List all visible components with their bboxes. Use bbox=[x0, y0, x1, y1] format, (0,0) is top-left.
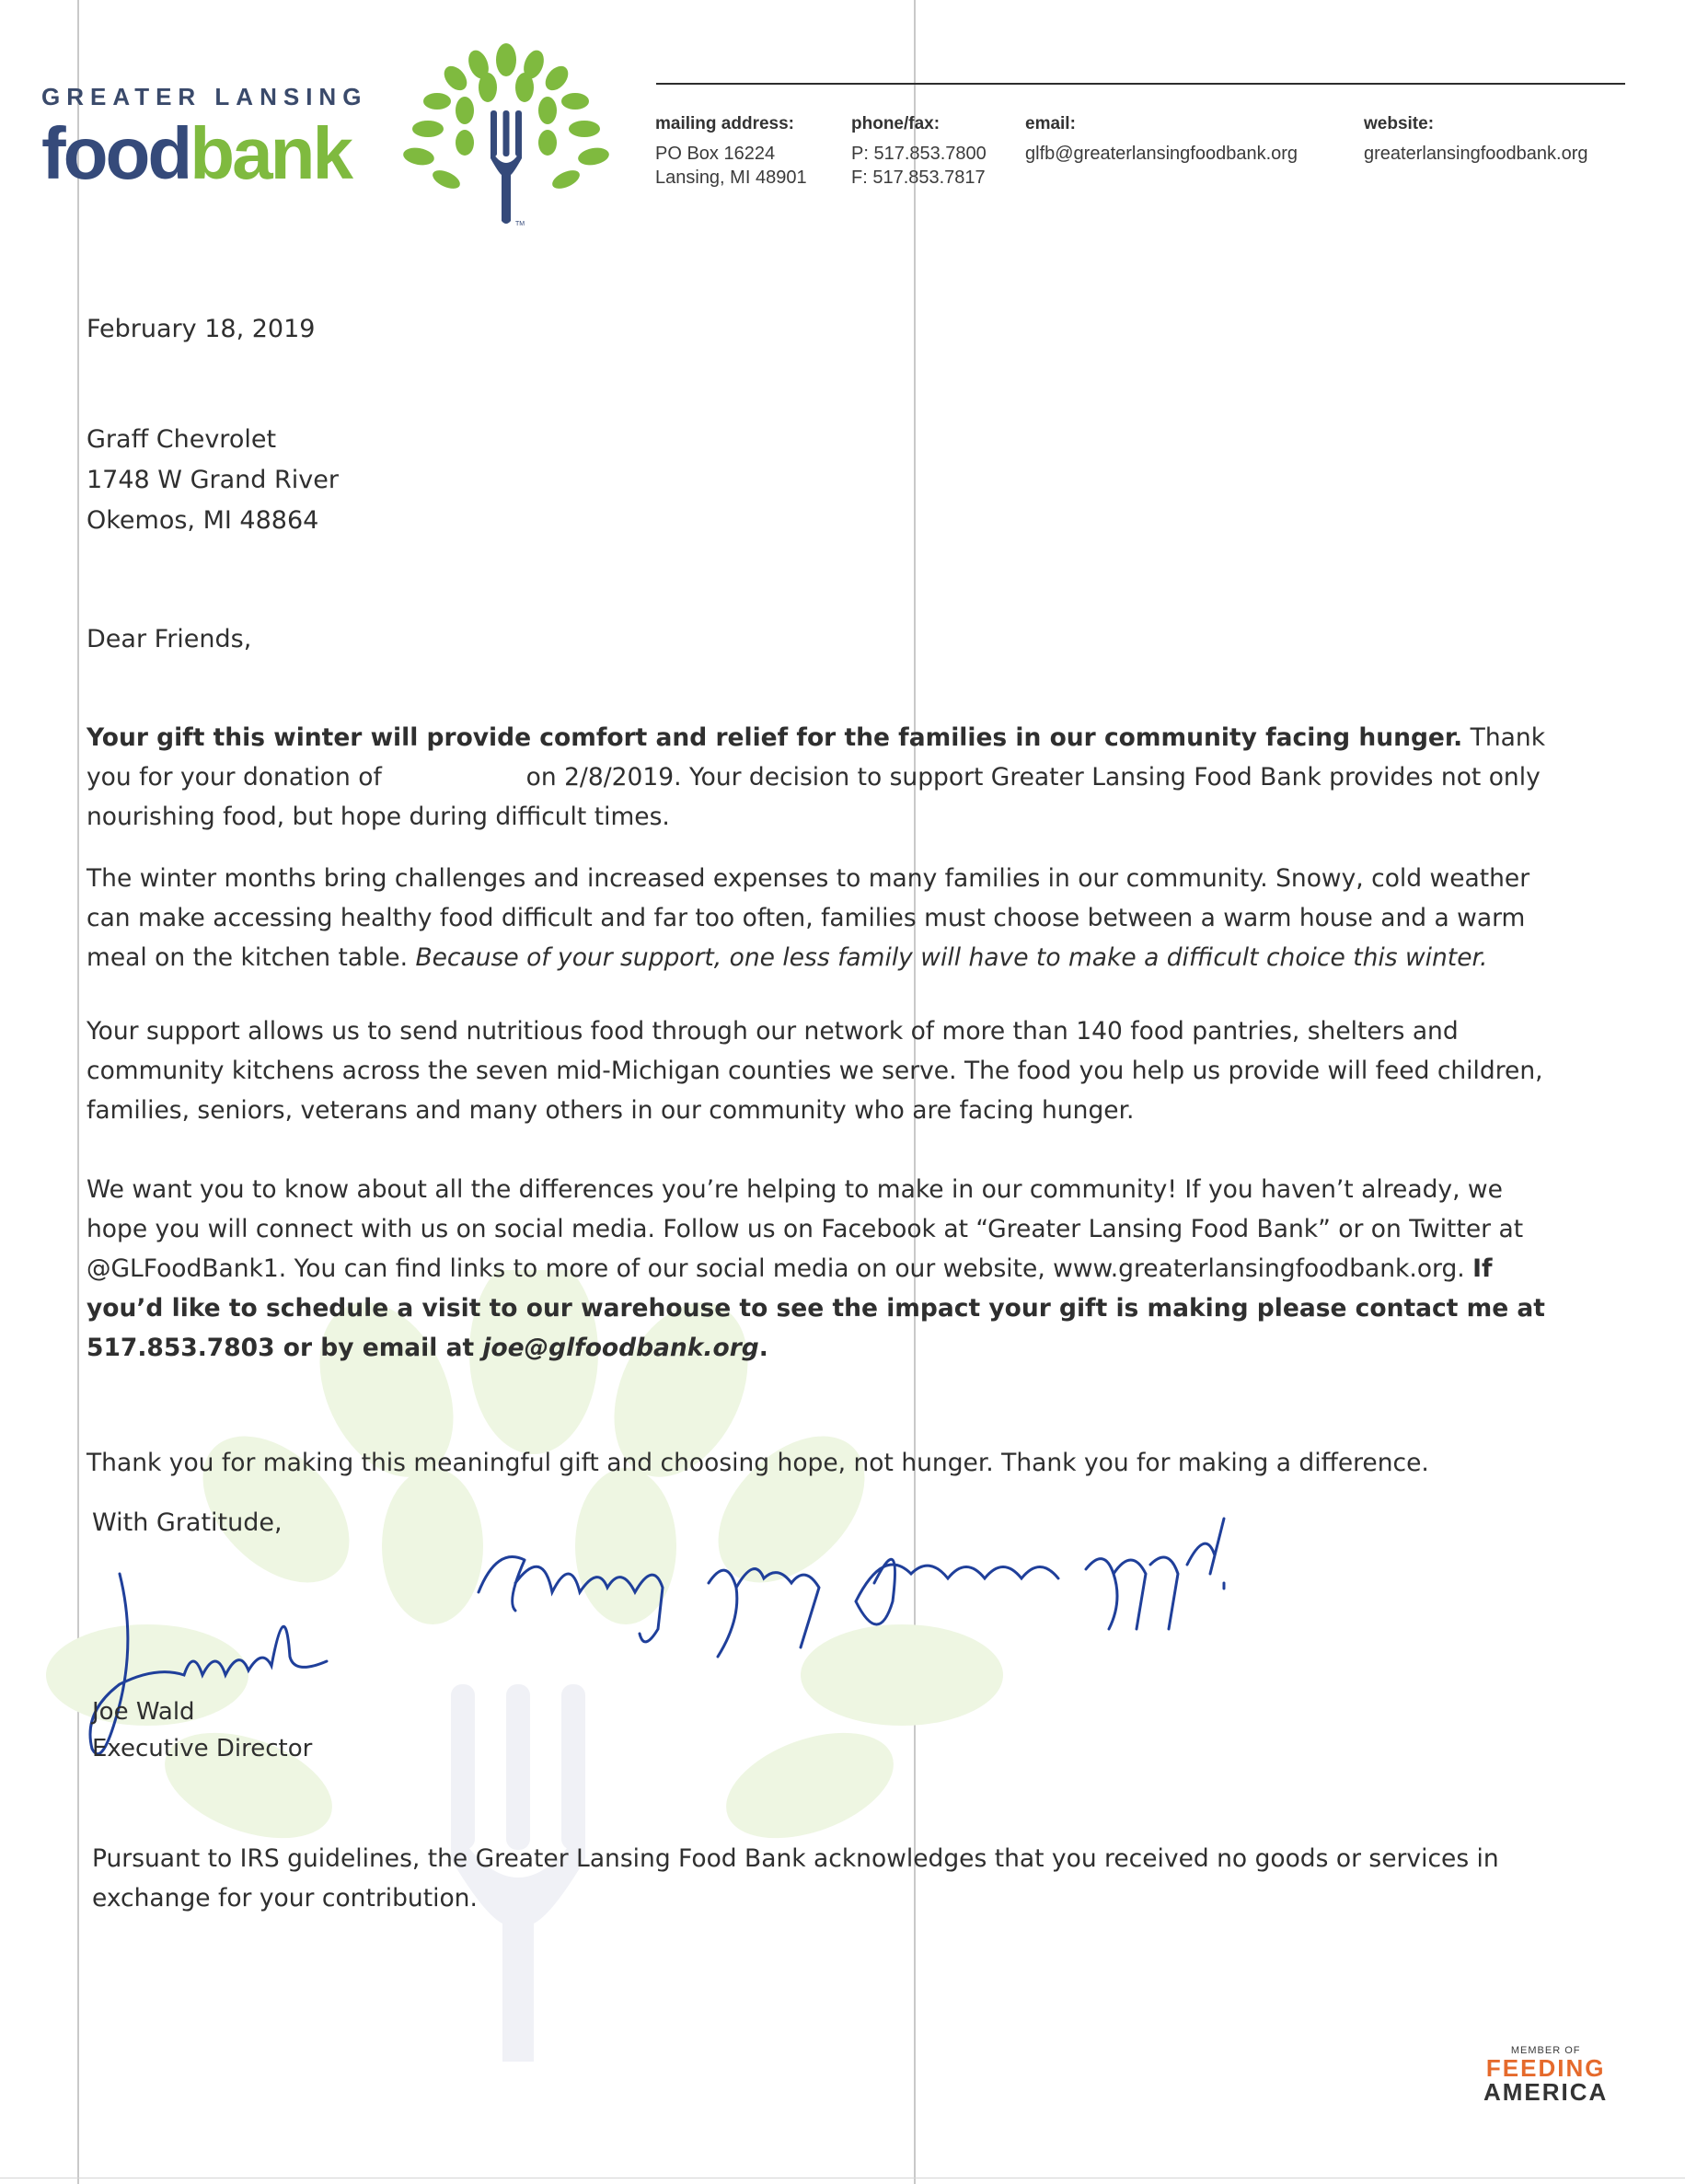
paragraph-5: Thank you for making this meaningful gift and choosing hope, not hunger. Thank you for making a difference. bbox=[87, 1449, 1429, 1477]
signer-block bbox=[92, 1693, 312, 1767]
salutation: Dear Friends, bbox=[87, 625, 252, 653]
paragraph-1 bbox=[87, 718, 1559, 837]
paragraph-3: Your support allows us to send nutritious food through our network of more than 140 food pantries, shelters and community kitchens across the seven mid-Michigan counties we serve. The food you help us provide will feed children, families, seniors, veterans and many others in our community who are facing hunger. bbox=[87, 1017, 1543, 1125]
tree-fork-logo-icon bbox=[396, 37, 617, 230]
website-url[interactable]: greaterlansingfoodbank.org bbox=[1364, 144, 1588, 164]
member-of-label: MEMBER OF bbox=[1510, 2045, 1581, 2056]
website-label: website: bbox=[1364, 114, 1435, 133]
recipient-address bbox=[87, 420, 339, 541]
signer-title: Executive Director bbox=[92, 1735, 313, 1762]
handwritten-thank-you-note bbox=[460, 1491, 1288, 1675]
foodbank-logo bbox=[41, 83, 368, 194]
p2-text: The winter months bring challenges and increased expenses to many families in our community. Snowy, cold weather can make accessing healthy food difficult and far too often, families must choose between a warm house and a warm meal on the kitchen table. bbox=[87, 864, 1530, 972]
email-address[interactable]: glfb@greaterlansingfoodbank.org bbox=[1025, 144, 1298, 164]
recipient-street: 1748 W Grand River bbox=[87, 466, 339, 494]
website-block bbox=[1364, 112, 1588, 166]
p2-italic: Because of your support, one less family will have to make a difficult choice this winter. bbox=[415, 943, 1488, 972]
p1-text-a: Thank you for your donation of bbox=[87, 723, 1546, 792]
mailing-address-block bbox=[655, 112, 807, 190]
phone-number: P: 517.853.7800 bbox=[851, 144, 987, 164]
mailing-line1: PO Box 16224 bbox=[655, 144, 776, 164]
logo-food: food bbox=[41, 112, 190, 194]
letter-date: February 18, 2019 bbox=[87, 315, 316, 343]
p4-email[interactable]: joe@glfoodbank.org bbox=[482, 1334, 759, 1362]
trademark-mark: TM bbox=[515, 221, 525, 227]
p1-bold: Your gift this winter will provide comfort and relief for the families in our community facing hunger. bbox=[87, 723, 1463, 752]
recipient-name: Graff Chevrolet bbox=[87, 425, 277, 454]
header-rule bbox=[656, 83, 1625, 85]
feeding-america-logo bbox=[1483, 2045, 1608, 2104]
email-block bbox=[1025, 112, 1298, 166]
p4-text: We want you to know about all the differences you’re helping to make in our community! If you haven’t already, we hope you will connect with us on social media. Follow us on Facebook at “Greater Lansing Food Bank” or on Twitter at @GLFoodBank1. You can find links to more of our social media on our website, www.greaterlansingfoodbank.org. bbox=[87, 1175, 1524, 1283]
logo-org-top: GREATER LANSING bbox=[41, 83, 368, 110]
mailing-line2: Lansing, MI 48901 bbox=[655, 168, 807, 188]
logo-wordmark bbox=[41, 112, 367, 194]
america-wordmark: AMERICA bbox=[1483, 2078, 1609, 2106]
phone-label: phone/fax: bbox=[851, 114, 941, 133]
recipient-city: Okemos, MI 48864 bbox=[87, 506, 319, 535]
p1-text-b: on 2/8/2019. Your decision to support Greater Lansing Food Bank provides not only nourishing food, but hope during difficult times. bbox=[87, 763, 1541, 831]
email-label: email: bbox=[1025, 114, 1076, 133]
phone-block bbox=[851, 112, 987, 190]
feeding-wordmark: FEEDING bbox=[1485, 2054, 1606, 2082]
signer-name: Joe Wald bbox=[92, 1698, 195, 1726]
p4-bold: If you’d like to schedule a visit to our warehouse to see the impact your gift is making please contact me at 517.853.7803 or by email at bbox=[87, 1254, 1545, 1362]
p4-end: . bbox=[758, 1334, 768, 1362]
paragraph-2 bbox=[87, 859, 1559, 977]
irs-note: Pursuant to IRS guidelines, the Greater Lansing Food Bank acknowledges that you received no goods or services in exchange for your contribution. bbox=[92, 1844, 1499, 1912]
logo-bank: bank bbox=[190, 112, 351, 194]
fax-number: F: 517.853.7817 bbox=[851, 168, 986, 188]
mailing-label: mailing address: bbox=[655, 114, 794, 133]
paragraph-4 bbox=[87, 1170, 1559, 1368]
closing: With Gratitude, bbox=[92, 1508, 283, 1537]
